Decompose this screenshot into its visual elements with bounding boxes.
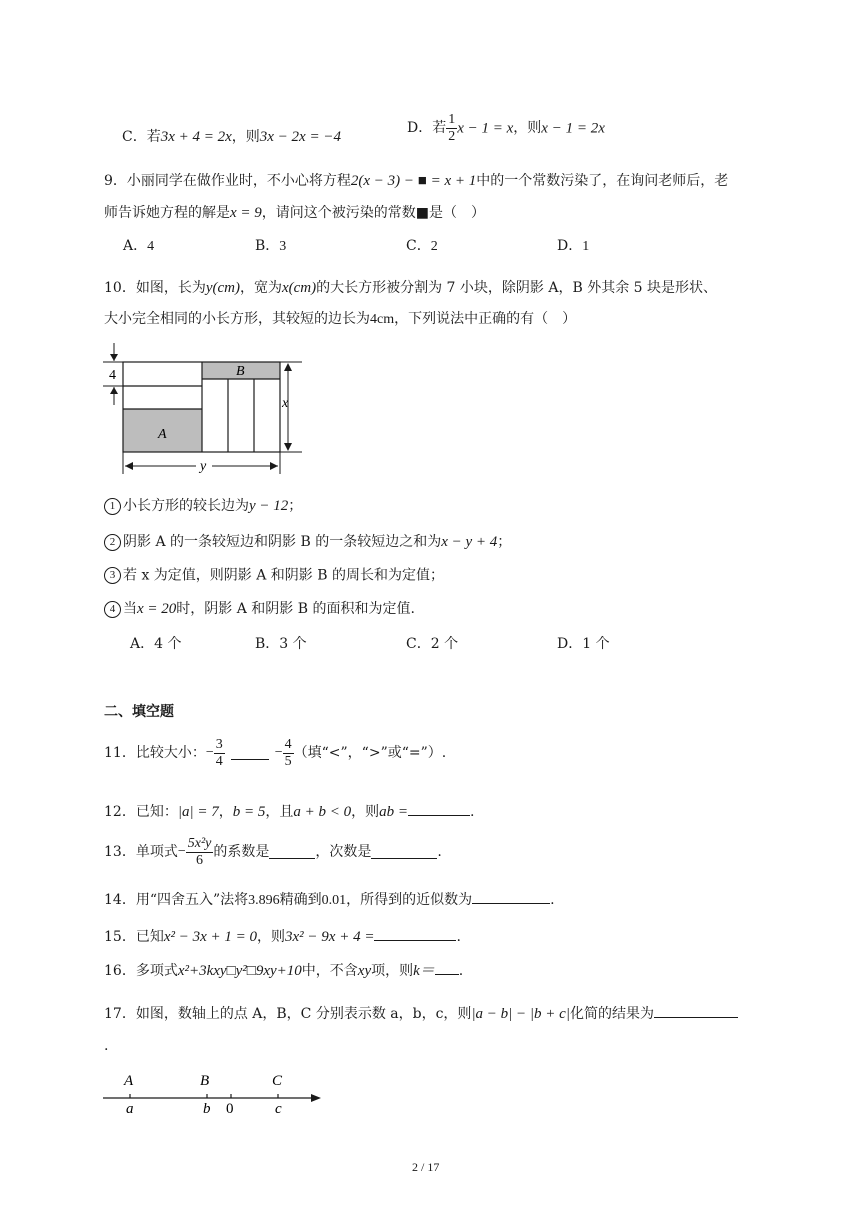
q10-option-d: D．1 个 [557, 636, 610, 652]
q17-answer-blank[interactable] [654, 1005, 738, 1018]
q15: 15．已知x² − 3x + 1 = 0，则3x² − 9x + 4 = . [104, 929, 461, 945]
zero-label: 0 [226, 1101, 234, 1117]
q9-line2: 师告诉她方程的解是x = 9，请问这个被污染的常数■是（ ） [104, 205, 486, 221]
q11-answer-blank[interactable] [231, 747, 269, 760]
q14-answer-blank[interactable] [472, 891, 550, 904]
point-c-label: C [272, 1073, 283, 1089]
value-b-label: b [203, 1101, 211, 1117]
q10-option-b: B．3 个 [255, 636, 307, 652]
q10-line2: 大小完全相同的小长方形，其较短的边长为4cm，下列说法中正确的有（ ） [104, 311, 577, 327]
q9-option-c: C．2 [406, 238, 438, 254]
dim-label-4: 4 [109, 368, 116, 383]
q13-degree-blank[interactable] [371, 846, 437, 859]
q14: 14．用“四舍五入”法将3.896精确到0.01，所得到的近似数为 . [104, 892, 555, 908]
q10-statement-1: 1 小长方形的较长边为y − 12； [104, 497, 302, 516]
q9-option-d: D．1 [557, 238, 590, 254]
q11: 11．比较大小：− $\frac{3}{4}$ − $\frac{4}{5}$ （填“<”，“>”或“=”）. [104, 737, 447, 770]
q16-answer-blank[interactable] [435, 962, 459, 975]
q16: 16．多项式x²+3kxy□y²□9xy+10中，不含xy项，则k＝ . [104, 963, 464, 979]
q13-coefficient-blank[interactable] [269, 846, 315, 859]
point-b-label: B [200, 1073, 210, 1089]
dim-label-x: x [282, 396, 289, 411]
q9-line1: 9．小丽同学在做作业时，不小心将方程2(x − 3) − ■ = x + 1中的一个常数污染了，在询问老师后，老 [104, 173, 729, 189]
point-a-label: A [124, 1073, 134, 1089]
page-number: 2 / 17 [412, 1160, 440, 1174]
q10-rectangle-figure [100, 340, 310, 480]
q13: 13．单项式− $\frac{\text{5x²y}}{6}$ 的系数是 ，次数是 . [104, 836, 442, 869]
q10-line1: 10．如图，长为y(cm)，宽为x(cm)的大长方形被分割为 7 小块，除阴影 A，B 外其余 5 块是形状、 [104, 280, 718, 296]
q8-option-d: D．若 $\frac{1}{2}$ x − 1 = x，则x − 1 = 2x [407, 112, 605, 145]
q12: 12．已知：|a| = 7，b = 5，且a + b < 0，则ab = . [104, 804, 475, 820]
section-title: 二、填空题 [104, 704, 174, 720]
q17-number-line [100, 1068, 330, 1118]
dim-label-y: y [200, 459, 207, 474]
q17-line1: 17．如图，数轴上的点 A，B，C 分别表示数 a，b，c，则|a − b| − |b + c|化简的结果为 [104, 1005, 738, 1024]
q17-end-period: . [104, 1038, 109, 1054]
region-label-a: A [158, 427, 167, 442]
q15-answer-blank[interactable] [374, 928, 456, 941]
q10-statement-4: 4 当x = 20时，阴影 A 和阴影 B 的面积和为定值. [104, 600, 415, 619]
q9-option-b: B．3 [255, 238, 287, 254]
q10-statement-2: 2 阴影 A 的一条较短边和阴影 B 的一条较短边之和为x − y + 4； [104, 533, 511, 552]
region-label-b: B [236, 364, 245, 379]
q8-d-fraction: $\frac{1}{2}$ [448, 112, 456, 145]
q10-option-c: C．2 个 [406, 636, 459, 652]
q8-option-c: C．若3x + 4 = 2x，则3x − 2x = −4 [122, 129, 341, 145]
q9-option-a: A．4 [123, 238, 155, 254]
q10-statement-3: 3 若 x 为定值，则阴影 A 和阴影 B 的周长和为定值； [104, 567, 444, 585]
value-a-label: a [126, 1101, 134, 1117]
q10-option-a: A．4 个 [130, 636, 182, 652]
q12-answer-blank[interactable] [408, 803, 470, 816]
value-c-label: c [275, 1101, 282, 1117]
